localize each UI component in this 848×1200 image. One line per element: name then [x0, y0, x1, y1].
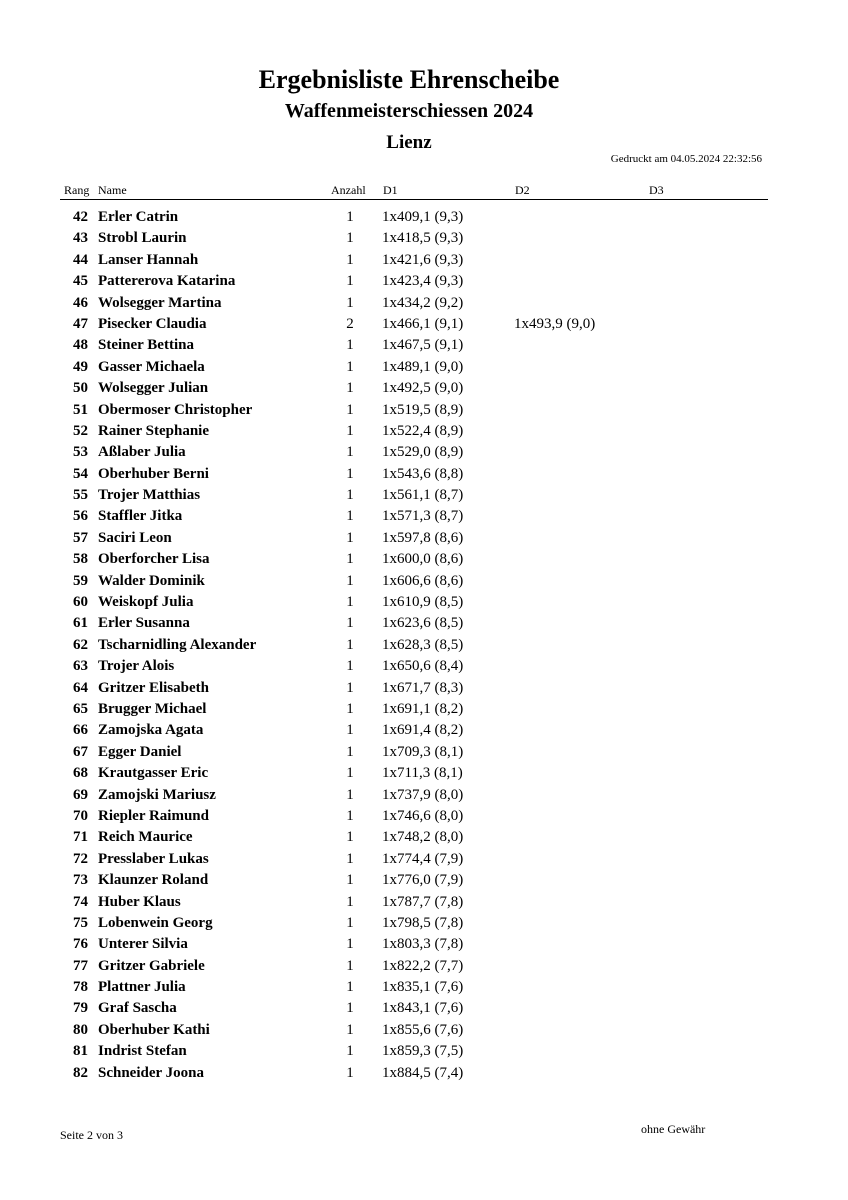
d1-cell: 1x606,6 (8,6)	[382, 572, 464, 589]
d1-cell: 1x774,4 (7,9)	[382, 850, 464, 867]
count-cell: 1	[346, 594, 354, 611]
rank-cell: 78	[73, 979, 88, 996]
d1-cell: 1x798,5 (7,8)	[382, 914, 464, 931]
d2-cell: 1x493,9 (9,0)	[514, 315, 596, 332]
rank-cell: 80	[73, 1021, 88, 1038]
name-cell: Zamojski Mariusz	[98, 786, 216, 803]
name-cell: Staffler Jitka	[98, 508, 183, 525]
rank-cell: 70	[73, 807, 88, 824]
count-cell: 1	[346, 487, 354, 504]
count-cell: 1	[346, 850, 354, 867]
d1-cell: 1x691,4 (8,2)	[382, 722, 464, 739]
rank-cell: 46	[73, 294, 88, 311]
table-row	[0, 1041, 848, 1062]
name-cell: Pattererova Katarina	[98, 273, 236, 290]
name-cell: Oberhuber Kathi	[98, 1021, 210, 1038]
table-row	[0, 785, 848, 806]
count-cell: 1	[346, 1064, 354, 1081]
rank-cell: 74	[73, 893, 88, 910]
name-cell: Rainer Stephanie	[98, 422, 209, 439]
rank-cell: 79	[73, 1000, 88, 1017]
rank-cell: 64	[73, 679, 88, 696]
name-cell: Erler Susanna	[98, 615, 190, 632]
rank-cell: 58	[73, 551, 88, 568]
count-cell: 1	[346, 508, 354, 525]
name-cell: Krautgasser Eric	[98, 765, 209, 782]
rank-cell: 52	[73, 422, 88, 439]
count-cell: 1	[346, 1021, 354, 1038]
count-cell: 1	[346, 786, 354, 803]
d1-cell: 1x522,4 (8,9)	[382, 422, 464, 439]
name-cell: Graf Sascha	[98, 1000, 177, 1017]
count-cell: 1	[346, 936, 354, 953]
d1-cell: 1x409,1 (9,3)	[382, 209, 464, 225]
d1-cell: 1x746,6 (8,0)	[382, 807, 464, 824]
d1-cell: 1x855,6 (7,6)	[382, 1021, 464, 1038]
name-cell: Lobenwein Georg	[98, 914, 213, 931]
table-row	[0, 314, 848, 335]
name-cell: Gasser Michaela	[98, 358, 205, 375]
name-cell: Trojer Alois	[98, 658, 175, 675]
d1-cell: 1x711,3 (8,1)	[382, 765, 463, 782]
table-row	[0, 742, 848, 763]
rank-cell: 54	[73, 465, 88, 482]
name-cell: Zamojska Agata	[98, 722, 204, 739]
count-cell: 1	[346, 358, 354, 375]
d1-cell: 1x467,5 (9,1)	[382, 337, 464, 354]
d1-cell: 1x737,9 (8,0)	[382, 786, 464, 803]
rank-cell: 66	[73, 722, 88, 739]
name-cell: Aßlaber Julia	[98, 444, 186, 461]
count-cell: 1	[346, 380, 354, 397]
name-cell: Unterer Silvia	[98, 936, 188, 953]
d1-cell: 1x519,5 (8,9)	[382, 401, 464, 418]
table-row	[0, 635, 848, 656]
rank-cell: 53	[73, 444, 88, 461]
name-cell: Huber Klaus	[98, 893, 181, 910]
rank-cell: 50	[73, 380, 88, 397]
rank-cell: 42	[73, 209, 88, 225]
column-header-d3: D3	[649, 183, 664, 197]
name-cell: Obermoser Christopher	[98, 401, 253, 418]
count-cell: 1	[346, 700, 354, 717]
d1-cell: 1x623,6 (8,5)	[382, 615, 464, 632]
table-row	[0, 699, 848, 720]
table-row	[0, 207, 848, 228]
count-cell: 1	[346, 444, 354, 461]
rank-cell: 77	[73, 957, 88, 974]
d1-cell: 1x859,3 (7,5)	[382, 1043, 464, 1060]
table-row	[0, 293, 848, 314]
count-cell: 1	[346, 422, 354, 439]
header-divider	[60, 199, 768, 200]
name-cell: Plattner Julia	[98, 979, 186, 996]
name-cell: Weiskopf Julia	[98, 594, 194, 611]
name-cell: Strobl Laurin	[98, 230, 187, 247]
count-cell: 1	[346, 722, 354, 739]
table-row	[0, 613, 848, 634]
table-row	[0, 400, 848, 421]
rank-cell: 73	[73, 872, 88, 889]
count-cell: 1	[346, 957, 354, 974]
d1-cell: 1x597,8 (8,6)	[382, 529, 464, 546]
d1-cell: 1x884,5 (7,4)	[382, 1064, 464, 1081]
count-cell: 1	[346, 1000, 354, 1017]
count-cell: 1	[346, 615, 354, 632]
name-cell: Tscharnidling Alexander	[98, 636, 257, 653]
d1-cell: 1x843,1 (7,6)	[382, 1000, 464, 1017]
d1-cell: 1x492,5 (9,0)	[382, 380, 464, 397]
rank-cell: 81	[73, 1043, 88, 1060]
column-header-d2: D2	[515, 183, 530, 197]
d1-cell: 1x776,0 (7,9)	[382, 872, 464, 889]
column-header-name: Name	[98, 183, 127, 197]
d1-cell: 1x421,6 (9,3)	[382, 251, 464, 268]
table-row	[0, 956, 848, 977]
name-cell: Trojer Matthias	[98, 487, 201, 504]
rank-cell: 56	[73, 508, 88, 525]
rank-cell: 69	[73, 786, 88, 803]
rank-cell: 71	[73, 829, 88, 846]
table-row	[0, 528, 848, 549]
count-cell: 1	[346, 636, 354, 653]
table-row	[0, 870, 848, 891]
count-cell: 1	[346, 209, 354, 225]
d1-cell: 1x489,1 (9,0)	[382, 358, 464, 375]
name-cell: Indrist Stefan	[98, 1043, 187, 1060]
page-subtitle: Waffenmeisterschiessen 2024	[284, 100, 534, 122]
name-cell: Steiner Bettina	[98, 337, 194, 354]
d1-cell: 1x650,6 (8,4)	[382, 658, 464, 675]
rank-cell: 63	[73, 658, 88, 675]
rank-cell: 62	[73, 636, 88, 653]
disclaimer: ohne Gewähr	[641, 1122, 706, 1136]
count-cell: 1	[346, 337, 354, 354]
table-row	[0, 977, 848, 998]
rank-cell: 45	[73, 273, 88, 290]
table-row	[0, 849, 848, 870]
count-cell: 1	[346, 893, 354, 910]
name-cell: Gritzer Gabriele	[98, 957, 205, 974]
name-cell: Oberforcher Lisa	[98, 551, 210, 568]
rank-cell: 75	[73, 914, 88, 931]
rank-cell: 60	[73, 594, 88, 611]
table-row	[0, 442, 848, 463]
rank-cell: 43	[73, 230, 88, 247]
d1-cell: 1x709,3 (8,1)	[382, 743, 464, 760]
count-cell: 1	[346, 1043, 354, 1060]
table-row	[0, 506, 848, 527]
name-cell: Presslaber Lukas	[98, 850, 209, 867]
name-cell: Reich Maurice	[98, 829, 193, 846]
count-cell: 1	[346, 529, 354, 546]
printed-timestamp: Gedruckt am 04.05.2024 22:32:56	[610, 153, 762, 165]
d1-cell: 1x803,3 (7,8)	[382, 936, 464, 953]
count-cell: 1	[346, 679, 354, 696]
d1-cell: 1x822,2 (7,7)	[382, 957, 464, 974]
table-row	[0, 464, 848, 485]
table-row	[0, 571, 848, 592]
count-cell: 1	[346, 914, 354, 931]
rank-cell: 68	[73, 765, 88, 782]
results-table	[0, 207, 848, 1084]
rank-cell: 76	[73, 936, 88, 953]
count-cell: 1	[346, 551, 354, 568]
count-cell: 1	[346, 807, 354, 824]
count-cell: 1	[346, 829, 354, 846]
rank-cell: 65	[73, 700, 88, 717]
count-cell: 1	[346, 658, 354, 675]
count-cell: 1	[346, 273, 354, 290]
name-cell: Gritzer Elisabeth	[98, 679, 209, 696]
column-header-rang: Rang	[64, 183, 90, 197]
name-cell: Riepler Raimund	[98, 807, 209, 824]
page-number: Seite 2 von 3	[60, 1128, 123, 1142]
page-title: Ergebnisliste Ehrenscheibe	[258, 65, 560, 94]
d1-cell: 1x466,1 (9,1)	[382, 315, 464, 332]
count-cell: 1	[346, 465, 354, 482]
column-header-d1: D1	[383, 183, 398, 197]
table-row	[0, 485, 848, 506]
count-cell: 1	[346, 401, 354, 418]
d1-cell: 1x671,7 (8,3)	[382, 679, 464, 696]
rank-cell: 57	[73, 529, 88, 546]
table-row	[0, 1020, 848, 1041]
rank-cell: 51	[73, 401, 88, 418]
rank-cell: 55	[73, 487, 88, 504]
table-row	[0, 271, 848, 292]
d1-cell: 1x543,6 (8,8)	[382, 465, 464, 482]
d1-cell: 1x748,2 (8,0)	[382, 829, 464, 846]
count-cell: 1	[346, 251, 354, 268]
table-row	[0, 228, 848, 249]
rank-cell: 49	[73, 358, 88, 375]
table-row	[0, 806, 848, 827]
d1-cell: 1x529,0 (8,9)	[382, 444, 464, 461]
count-cell: 1	[346, 230, 354, 247]
name-cell: Egger Daniel	[98, 743, 182, 760]
table-row	[0, 592, 848, 613]
rank-cell: 47	[73, 315, 88, 332]
table-row	[0, 656, 848, 677]
name-cell: Erler Catrin	[98, 209, 179, 225]
count-cell: 1	[346, 872, 354, 889]
count-cell: 1	[346, 979, 354, 996]
count-cell: 1	[346, 765, 354, 782]
rank-cell: 59	[73, 572, 88, 589]
table-row	[0, 1063, 848, 1084]
table-row	[0, 720, 848, 741]
count-cell: 1	[346, 294, 354, 311]
d1-cell: 1x561,1 (8,7)	[382, 487, 464, 504]
d1-cell: 1x628,3 (8,5)	[382, 636, 464, 653]
table-row	[0, 549, 848, 570]
rank-cell: 61	[73, 615, 88, 632]
name-cell: Pisecker Claudia	[98, 315, 207, 332]
d1-cell: 1x787,7 (7,8)	[382, 893, 464, 910]
count-cell: 1	[346, 743, 354, 760]
d1-cell: 1x600,0 (8,6)	[382, 551, 464, 568]
name-cell: Lanser Hannah	[98, 251, 199, 268]
name-cell: Wolsegger Julian	[98, 380, 209, 397]
table-row	[0, 998, 848, 1019]
d1-cell: 1x423,4 (9,3)	[382, 273, 464, 290]
table-row	[0, 678, 848, 699]
location-heading: Lienz	[386, 132, 432, 153]
rank-cell: 48	[73, 337, 88, 354]
name-cell: Saciri Leon	[98, 529, 172, 546]
table-row	[0, 913, 848, 934]
name-cell: Wolsegger Martina	[98, 294, 222, 311]
count-cell: 2	[346, 315, 354, 332]
table-row	[0, 763, 848, 784]
table-row	[0, 421, 848, 442]
rank-cell: 44	[73, 251, 88, 268]
table-row	[0, 378, 848, 399]
name-cell: Schneider Joona	[98, 1064, 204, 1081]
d1-cell: 1x610,9 (8,5)	[382, 594, 464, 611]
name-cell: Brugger Michael	[98, 700, 207, 717]
d1-cell: 1x835,1 (7,6)	[382, 979, 464, 996]
name-cell: Klaunzer Roland	[98, 872, 209, 889]
table-row	[0, 934, 848, 955]
table-row	[0, 357, 848, 378]
table-row	[0, 827, 848, 848]
rank-cell: 72	[73, 850, 88, 867]
table-row	[0, 335, 848, 356]
d1-cell: 1x571,3 (8,7)	[382, 508, 464, 525]
name-cell: Walder Dominik	[98, 572, 205, 589]
table-row	[0, 892, 848, 913]
d1-cell: 1x418,5 (9,3)	[382, 230, 464, 247]
count-cell: 1	[346, 572, 354, 589]
rank-cell: 67	[73, 743, 88, 760]
column-header-anzahl: Anzahl	[331, 183, 366, 197]
name-cell: Oberhuber Berni	[98, 465, 209, 482]
rank-cell: 82	[73, 1064, 88, 1081]
d1-cell: 1x434,2 (9,2)	[382, 294, 464, 311]
d1-cell: 1x691,1 (8,2)	[382, 700, 464, 717]
table-row	[0, 250, 848, 271]
